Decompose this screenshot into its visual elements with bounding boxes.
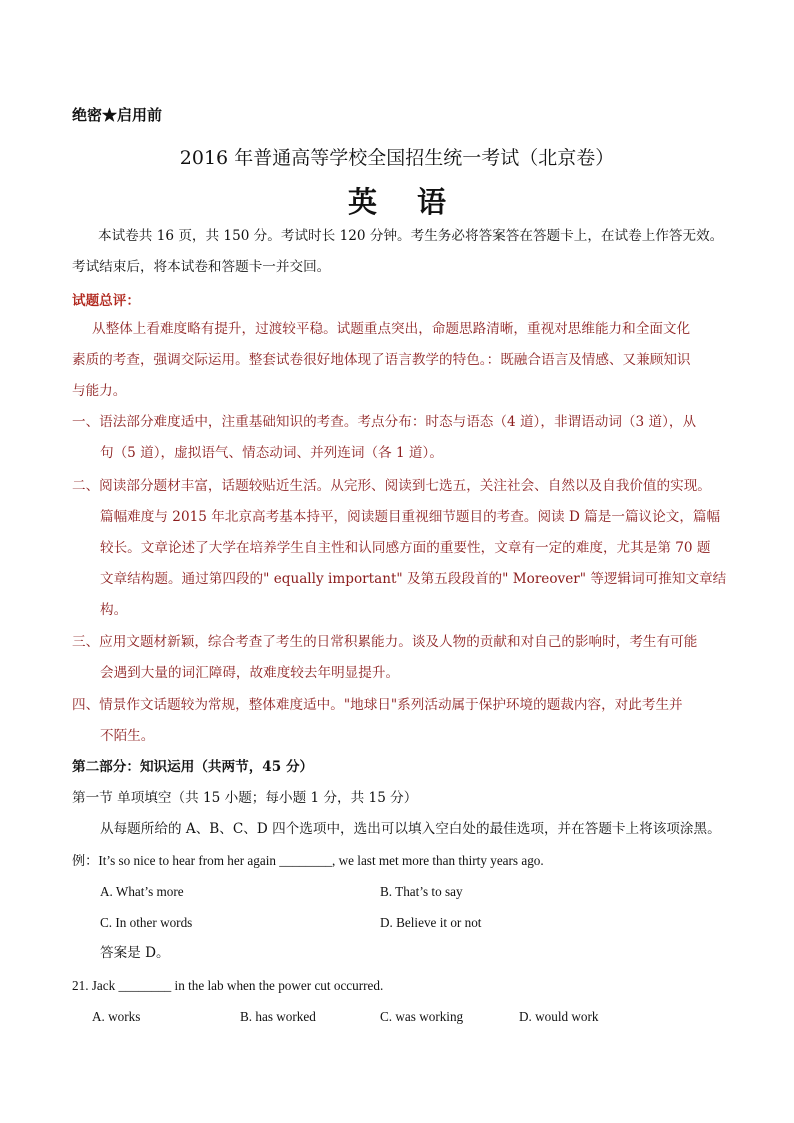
- example-answer: 答案是 D。: [100, 945, 170, 961]
- subject-title: 英语: [347, 185, 486, 219]
- question-21-option-b: B. has worked: [240, 1009, 316, 1024]
- review-item-1-line-2: 句（5 道），虚拟语气、情态动词、并列连词（各 1 道）。: [100, 445, 443, 461]
- review-heading: 试题总评：: [72, 293, 140, 309]
- part2-heading: 第二部分：知识运用（共两节，45 分）: [72, 759, 314, 775]
- review-item-1-line-1: 一、语法部分难度适中，注重基础知识的考查。考点分布：时态与语态（4 道），非谓语动词（3 道），从: [72, 414, 697, 430]
- review-item-2-line-4: 文章结构题。通过第四段的" equally important" 及第五段段首的" Moreover" 等逻辑词可推知文章结: [100, 571, 727, 587]
- example-option-d: D. Believe it or not: [380, 915, 482, 930]
- exam-title: 2016 年普通高等学校全国招生统一考试（北京卷）: [179, 147, 615, 169]
- review-intro-line-2: 素质的考查，强调交际运用。整套试卷很好地体现了语言教学的特色。：既融合语言及情感、又兼顾知识: [72, 352, 691, 368]
- instructions-line-1: 本试卷共 16 页，共 150 分。考试时长 120 分钟。考生务必将答案答在答题卡上，在试卷上作答无效。: [98, 228, 724, 244]
- review-item-4-line-2: 不陌生。: [100, 728, 155, 744]
- review-item-4-line-1: 四、情景作文话题较为常规，整体难度适中。"地球日"系列活动属于保护环境的题裁内容，对此考生并: [72, 697, 683, 713]
- review-intro-line-3: 与能力。: [72, 383, 127, 399]
- question-21-option-d: D. would work: [519, 1009, 599, 1024]
- example-option-b: B. That’s to say: [380, 884, 463, 899]
- example-option-c: C. In other words: [100, 915, 193, 930]
- example-option-a: A. What’s more: [100, 884, 184, 899]
- review-intro-line-1: 从整体上看难度略有提升，过渡较平稳。试题重点突出，命题思路清晰，重视对思维能力和全面文化: [92, 321, 691, 337]
- review-item-2-line-5: 构。: [100, 602, 128, 618]
- question-21-stem: 21. Jack ________ in the lab when the power cut occurred.: [72, 978, 384, 993]
- secret-label: 绝密★启用前: [72, 106, 163, 124]
- example-stem: 例：It’s so nice to hear from her again ________, we last met more than thirty years ago.: [72, 853, 544, 868]
- review-item-3-line-1: 三、应用文题材新颖，综合考查了考生的日常积累能力。谈及人物的贡献和对自己的影响时，考生有可能: [72, 634, 698, 650]
- review-item-3-line-2: 会遇到大量的词汇障碍，故难度较去年明显提升。: [100, 665, 400, 681]
- review-item-2-line-1: 二、阅读部分题材丰富，话题较贴近生活。从完形、阅读到七选五，关注社会、自然以及自我价值的实现。: [72, 478, 711, 494]
- section1-heading: 第一节 单项填空（共 15 小题；每小题 1 分，共 15 分）: [72, 790, 418, 806]
- question-21-option-c: C. was working: [380, 1009, 464, 1024]
- section1-direction: 从每题所给的 A、B、C、D 四个选项中，选出可以填入空白处的最佳选项，并在答题卡上将该项涂黑。: [100, 821, 721, 837]
- review-item-2-line-2: 篇幅难度与 2015 年北京高考基本持平，阅读题目重视细节题目的考查。阅读 D 篇是一篇议论文，篇幅: [100, 509, 721, 525]
- question-21-option-a: A. works: [92, 1009, 141, 1024]
- instructions-line-2: 考试结束后，将本试卷和答题卡一并交回。: [72, 259, 331, 275]
- review-item-2-line-3: 较长。文章论述了大学在培养学生自主性和认同感方面的重要性，文章有一定的难度，尤其是第 70 题: [100, 540, 711, 556]
